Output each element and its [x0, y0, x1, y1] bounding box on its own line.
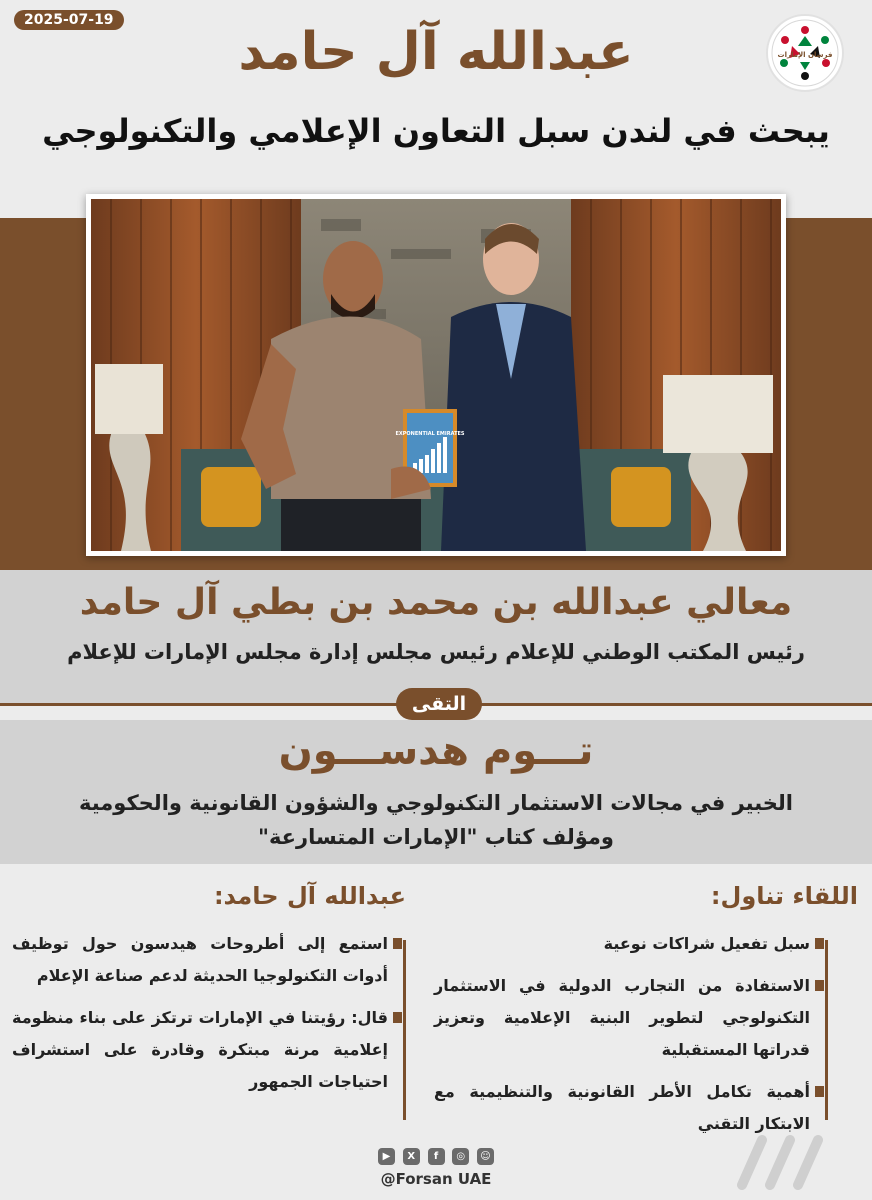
meeting-column-rule	[825, 940, 828, 1120]
svg-text:فرسان الإمارات: فرسان الإمارات	[777, 51, 833, 59]
person2-desc-line1: الخبير في مجالات الاستثمار التكنولوجي والشؤون القانونية والحكومية	[78, 791, 794, 815]
alhamed-column-rule	[403, 940, 406, 1120]
snapchat-icon[interactable]: ☺	[477, 1148, 494, 1165]
met-badge: التقى	[396, 688, 482, 720]
meeting-heading: اللقاء تناول:	[710, 882, 858, 910]
person1-title: رئيس المكتب الوطني للإعلام رئيس مجلس إدارة مجلس الإمارات للإعلام	[67, 640, 805, 664]
instagram-icon[interactable]: ◎	[452, 1148, 469, 1165]
meeting-item: سبل تفعيل شراكات نوعية	[434, 928, 824, 960]
alhamed-heading: عبدالله آل حامد:	[213, 882, 406, 910]
youtube-icon[interactable]: ▶	[378, 1148, 395, 1165]
facebook-icon[interactable]: f	[428, 1148, 445, 1165]
meeting-photo-illustration	[91, 199, 781, 551]
person2-desc-line2: ومؤلف كتاب "الإمارات المتسارعة"	[258, 825, 614, 849]
alhamed-list	[12, 928, 402, 1108]
person2-name: تـــوم هدســـون	[278, 728, 594, 774]
alhamed-item: استمع إلى أطروحات هيدسون حول توظيف أدوات التكنولوجيا الحديثة لدعم صناعة الإعلام	[12, 928, 402, 992]
sub-title: يبحث في لندن سبل التعاون الإعلامي والتكنولوجي	[42, 112, 830, 150]
svg-text:EXPONENTIAL EMIRATES: EXPONENTIAL EMIRATES	[395, 431, 465, 437]
meeting-item: الاستفادة من التجارب الدولية في الاستثمار التكنولوجي لتطوير البنية الإعلامية وتعزيز قدراتها المستقبلية	[434, 970, 824, 1066]
meeting-photo	[86, 194, 786, 556]
social-icons	[378, 1148, 494, 1165]
footer-handle[interactable]: @Forsan UAE	[380, 1170, 492, 1188]
alhamed-item: قال: رؤيتنا في الإمارات ترتكز على بناء منظومة إعلامية مرنة مبتكرة وقادرة على استشراف احتياجات الجمهور	[12, 1002, 402, 1098]
meeting-list	[434, 928, 824, 1150]
date-badge: 2025-07-19	[14, 10, 124, 30]
main-title: عبدالله آل حامد	[238, 22, 634, 82]
meeting-item: أهمية تكامل الأطر القانونية والتنظيمية مع الابتكار التقني	[434, 1076, 824, 1140]
person1-name: معالي عبدالله بن محمد بن بطي آل حامد	[79, 582, 793, 623]
person2-description	[0, 786, 872, 854]
x-icon[interactable]: X	[403, 1148, 420, 1165]
